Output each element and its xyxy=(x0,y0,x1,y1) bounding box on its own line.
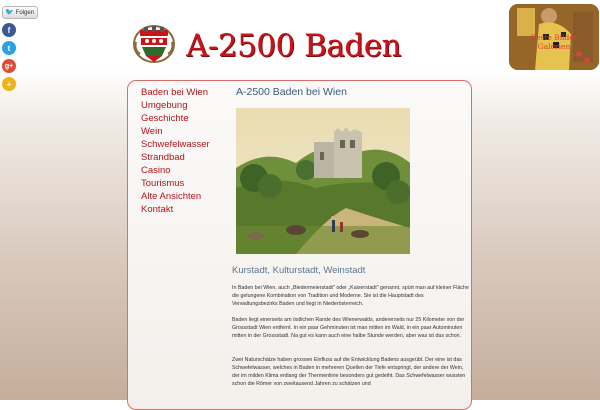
nav-item-baden-bei-wien[interactable]: Baden bei Wien xyxy=(141,87,209,98)
nav-item-kontakt[interactable]: Kontakt xyxy=(141,204,174,215)
follow-label: Folgen xyxy=(15,9,35,16)
nav-item-strandbad[interactable]: Strandbad xyxy=(141,152,185,163)
nav-item-casino[interactable]: Casino xyxy=(141,165,171,176)
castle-ruin-landscape-image xyxy=(236,108,410,254)
painting-caption-line: Beste Bilder xyxy=(530,33,578,42)
twitter-follow-button[interactable] xyxy=(2,6,38,19)
twitter-bird-icon: 🐦 xyxy=(5,9,14,16)
coat-of-arms-logo[interactable] xyxy=(132,22,176,64)
nav-item-umgebung[interactable]: Umgebung xyxy=(141,100,188,111)
twitter-icon[interactable]: t xyxy=(2,41,16,55)
nav-item-wein[interactable]: Wein xyxy=(141,126,163,137)
nav-item-geschichte[interactable]: Geschichte xyxy=(141,113,189,124)
painting-caption-line: Galerien xyxy=(537,42,571,51)
site-title[interactable]: A-2500 Baden xyxy=(186,28,402,64)
intro-paragraph: In Baden bei Wien, auch „Biedermeierstadt" oder „Kaiserstadt" genannt, spürt man auf kleiner Fläche die gelungene Kombination von Tradition und Moderne. Sie ist die Hauptstadt des Verwaltungsbezirks Baden und liegt in Niederösterreich. xyxy=(232,285,469,307)
google-plus-icon[interactable]: g+ xyxy=(2,59,16,73)
nav-item-tourismus[interactable]: Tourismus xyxy=(141,178,185,189)
nav-item-schwefelwasser[interactable]: Schwefelwasser xyxy=(141,139,210,150)
section-subtitle: Kurstadt, Kulturstadt, Weinstadt xyxy=(232,265,366,276)
page-title: A-2500 Baden bei Wien xyxy=(236,86,347,98)
addthis-share-icon[interactable]: + xyxy=(2,77,16,91)
facebook-icon[interactable]: f xyxy=(2,23,16,37)
location-paragraph: Baden liegt einerseits am östlichen Rande des Wienerwalds, andererseits nur 25 Kilometer von der Grossstadt Wien entfernt. In ein paar Gehminuten ist man mitten im Wald, in ein paar Autominuten mitten in der Grossstadt. Na gut es kann auch eine halbe Stunde werden, aber was ist das schon. xyxy=(232,317,465,339)
treasures-paragraph: Zwei Naturschätze haben grossen Einfluss auf die Entwicklung Badens ausgeübt. Der eine ist das Schwefelwasser, welches in Baden in mehreren Quellen der Tiefe entspringt, der andere der Wein, der im milden Klima entlang der Thermenlinie besonders gut gedeiht. Das Schwefelwasser wussten schon die Römer von zweitausend Jahren zu schätzen und xyxy=(232,357,466,387)
main-navigation xyxy=(141,86,210,216)
nav-item-alte-ansichten[interactable]: Alte Ansichten xyxy=(141,191,202,202)
gallery-painting-link[interactable] xyxy=(509,4,599,70)
